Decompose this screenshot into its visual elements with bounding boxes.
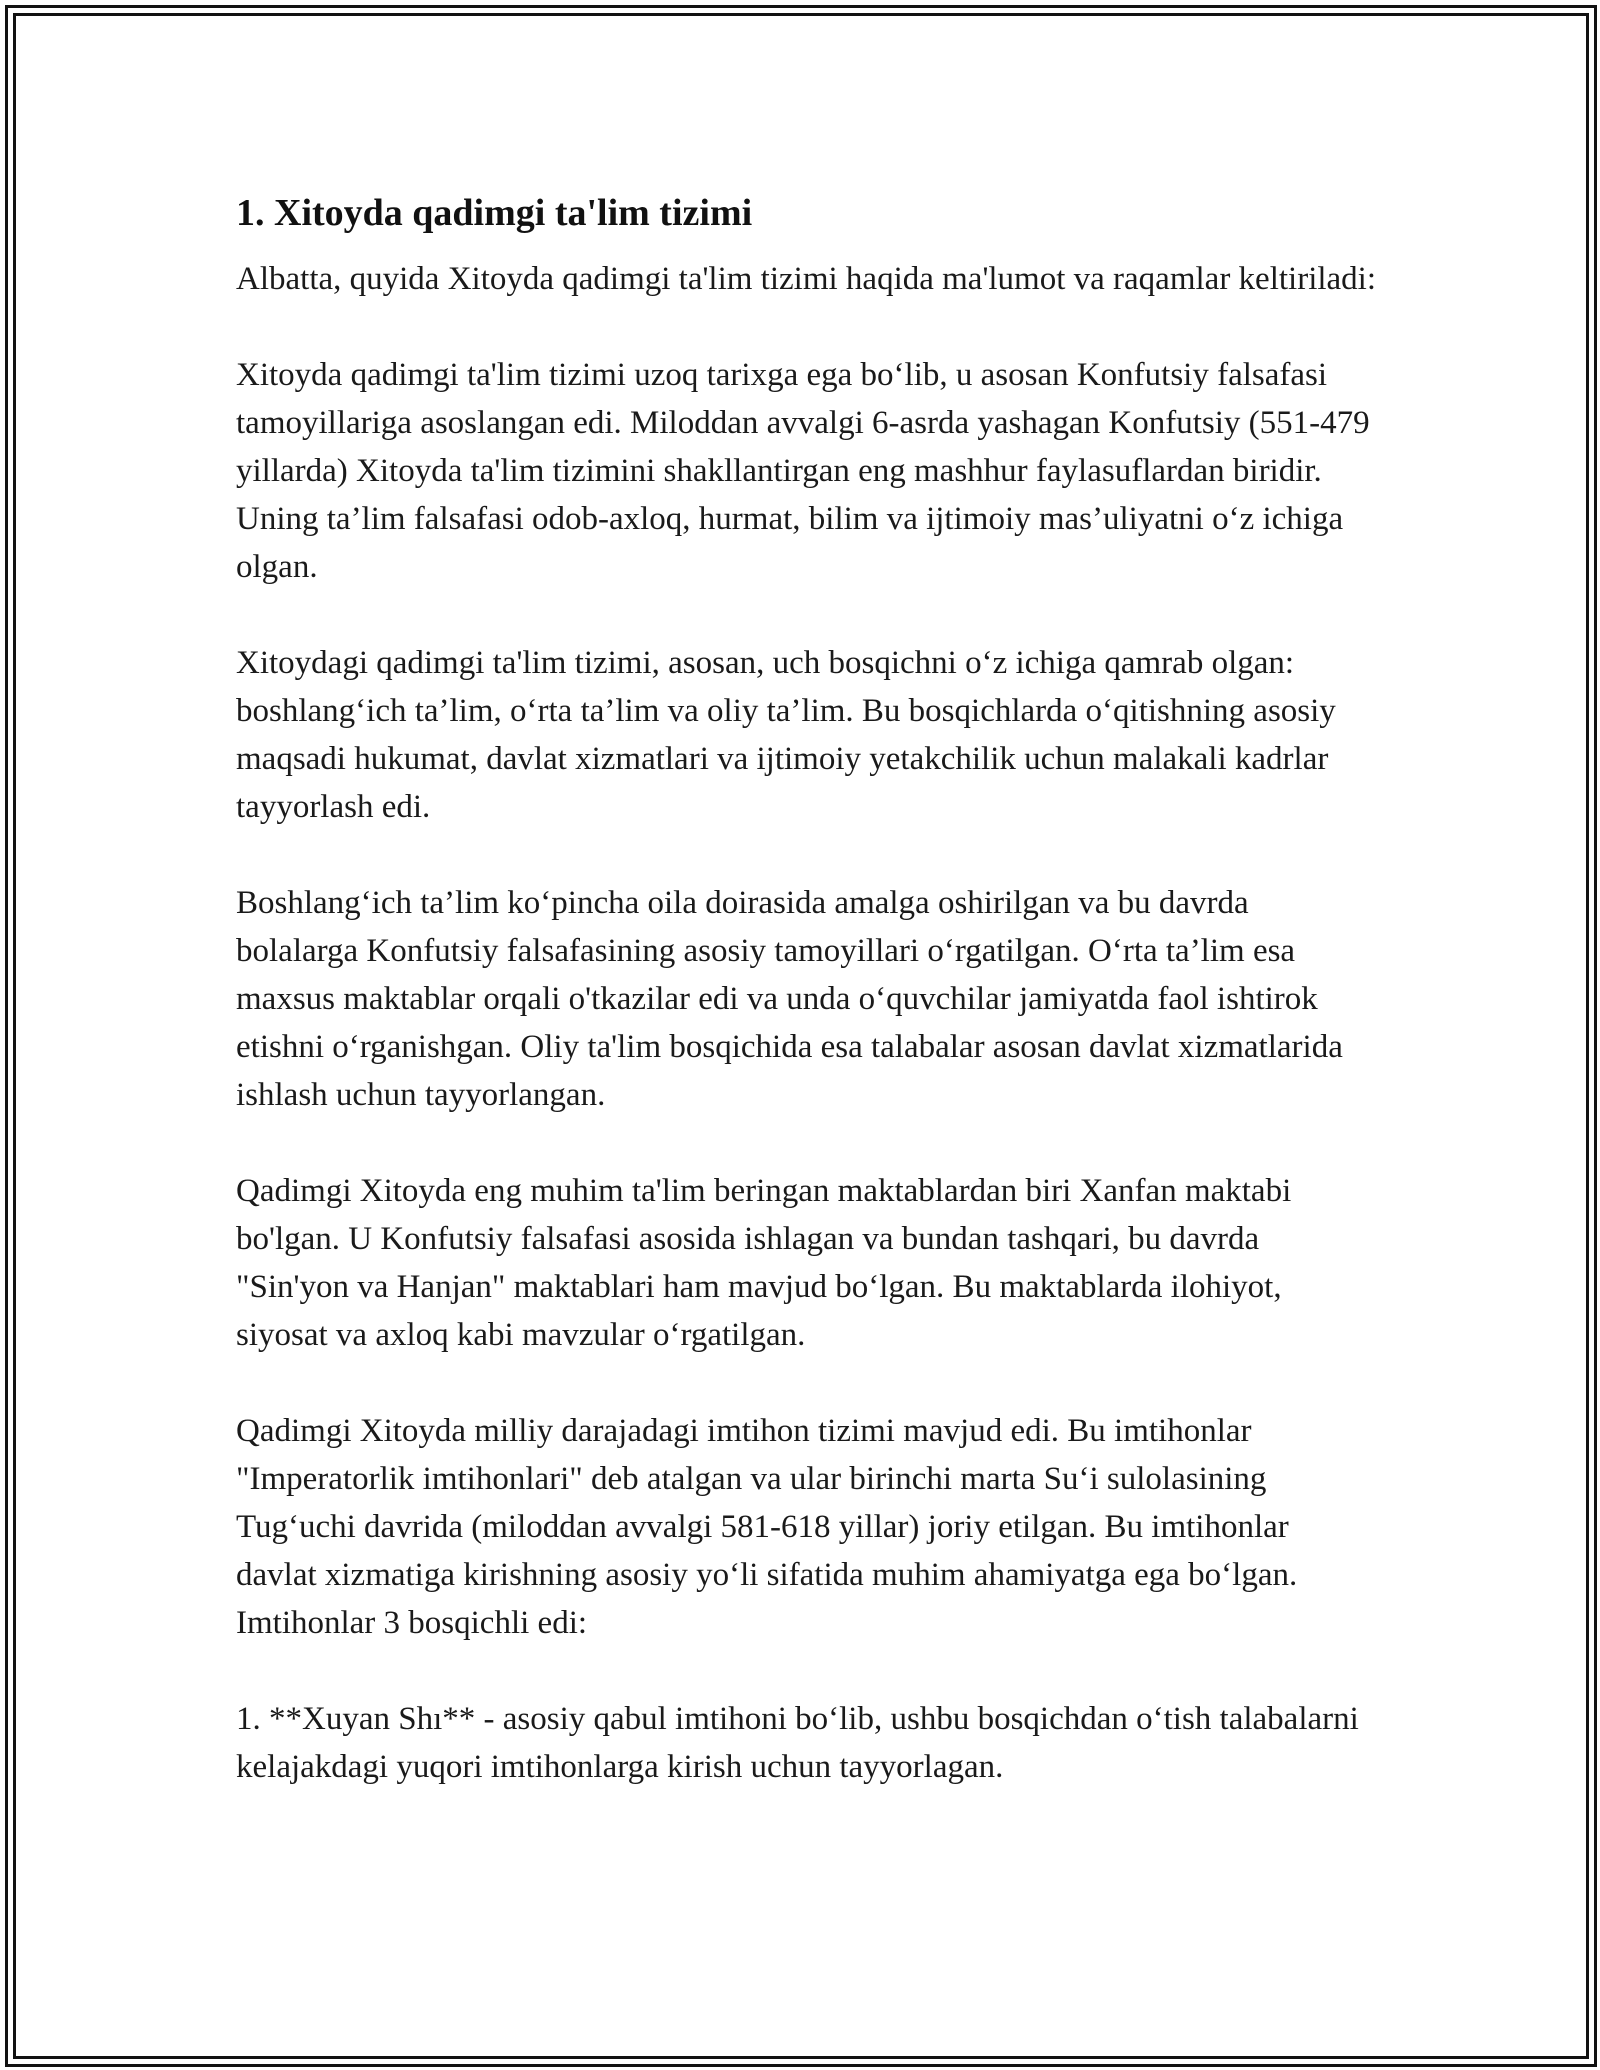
paragraph-intro: Albatta, quyida Xitoyda qadimgi ta'lim tizimi haqida ma'lumot va raqamlar keltiriladi: xyxy=(236,261,1377,297)
paragraph-schools: Qadimgi Xitoyda eng muhim ta'lim beringan maktablardan biri Xanfan maktabi bo'lgan. U Konfutsiy falsafasi asosida ishlagan va bundan tashqari, bu davrda "Sin'yon va Hanjan" maktablari ham mavjud bo‘lgan. Bu maktablarda ilohiyot, siyosat va axloq kabi mavzular o‘rgatilgan. xyxy=(236,1173,1292,1353)
paragraph-imperial-exams: Qadimgi Xitoyda milliy darajadagi imtihon tizimi mavjud edi. Bu imtihonlar "Imperatorlik imtihonlari" deb atalgan va ular birinchi marta Su‘i sulolasining Tug‘uchi davrida (miloddan avvalgi 581-618 yillar) joriy etilgan. Bu imtihonlar davlat xizmatiga kirishning asosiy yo‘li sifatida muhim ahamiyatga ega bo‘lgan. Imtihonlar 3 bosqichli edi: xyxy=(236,1413,1298,1641)
paragraph-three-stages: Xitoydagi qadimgi ta'lim tizimi, asosan, uch bosqichni o‘z ichiga qamrab olgan: boshlang‘ich ta’lim, o‘rta ta’lim va oliy ta’lim. Bu bosqichlarda o‘qitishning asosiy maqsadi hukumat, davlat xizmatlari va ijtimoiy yetakchilik uchun malakali kadrlar tayyorlash edi. xyxy=(236,645,1336,825)
document-title: 1. Xitoyda qadimgi ta'lim tizimi xyxy=(236,192,753,234)
document-body xyxy=(236,185,1376,1839)
paragraph-confucius: Xitoyda qadimgi ta'lim tizimi uzoq tarixga ega bo‘lib, u asosan Konfutsiy falsafasi tamoyillariga asoslangan edi. Miloddan avvalgi 6-asrda yashagan Konfutsiy (551-479 yillarda) Xitoyda ta'lim tizimini shakllantirgan eng mashhur faylasuflardan biridir. Uning ta’lim falsafasi odob-axloq, hurmat, bilim va ijtimoiy mas’uliyatni o‘z ichiga olgan. xyxy=(236,357,1370,585)
paragraph-primary-secondary: Boshlang‘ich ta’lim ko‘pincha oila doirasida amalga oshirilgan va bu davrda bolalarga Konfutsiy falsafasining asosiy tamoyillari o‘rgatilgan. O‘rta ta’lim esa maxsus maktablar orqali o'tkazilar edi va unda o‘quvchilar jamiyatda faol ishtirok etishni o‘rganishgan. Oliy ta'lim bosqichida esa talabalar asosan davlat xizmatlarida ishlash uchun tayyorlangan. xyxy=(236,885,1343,1113)
paragraph-exam-stage-1: 1. **Xuyan Shı** - asosiy qabul imtihoni bo‘lib, ushbu bosqichdan o‘tish talabalarni kelajakdagi yuqori imtihonlarga kirish uchun tayyorlagan. xyxy=(236,1701,1359,1785)
